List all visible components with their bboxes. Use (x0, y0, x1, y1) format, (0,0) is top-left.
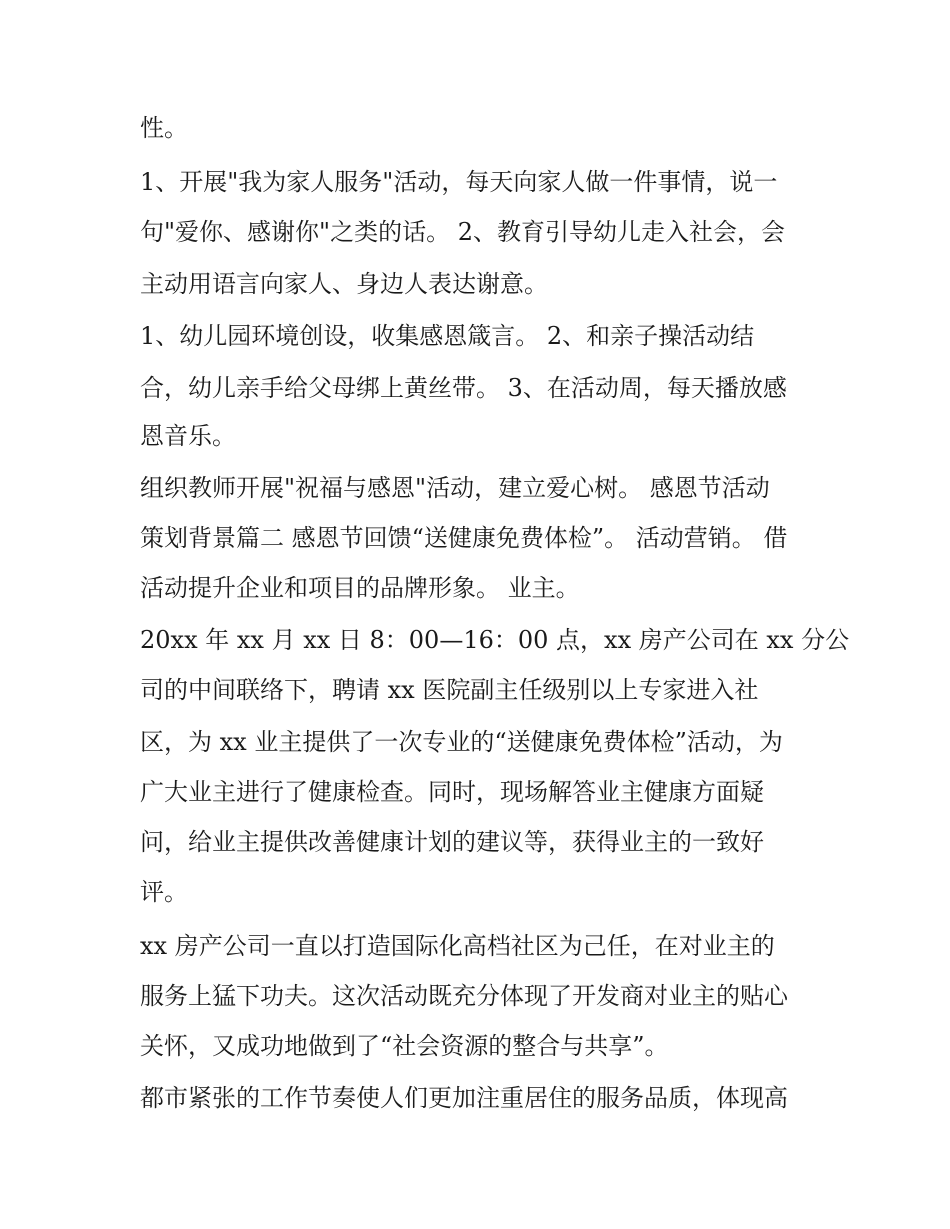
text-line: 性。 (140, 114, 188, 142)
text-line: 策划背景篇二 感恩节回馈“送健康免费体检”。 活动营销。 借 (140, 524, 788, 552)
text-line: 服务上猛下功夫。这次活动既充分体现了开发商对业主的贴心 (140, 982, 788, 1010)
text-line: 合，幼儿亲手给父母绑上黄丝带。 3、在活动周，每天播放感 (140, 374, 787, 402)
text-line: 评。 (140, 878, 188, 906)
text-line: 都市紧张的工作节奏使人们更加注重居住的服务品质，体现高 (140, 1084, 788, 1112)
text-line: 区，为 xx 业主提供了一次专业的“送健康免费体检”活动，为 (140, 728, 783, 756)
text-line: 司的中间联络下，聘请 xx 医院副主任级别以上专家进入社 (140, 676, 759, 704)
text-line: 恩音乐。 (140, 422, 236, 450)
text-line: 20xx 年 xx 月 xx 日 8：00—16：00 点，xx 房产公司在 xx 分公 (140, 626, 850, 654)
text-line: 广大业主进行了健康检查。同时，现场解答业主健康方面疑 (140, 778, 764, 806)
text-line: 活动提升企业和项目的品牌形象。 业主。 (140, 574, 580, 602)
text-line: 句"爱你、感谢你"之类的话。 2、教育引导幼儿走入社会，会 (140, 218, 785, 246)
text-line: 关怀，又成功地做到了“社会资源的整合与共享”。 (140, 1032, 669, 1060)
text-line: 1、幼儿园环境创设，收集感恩箴言。 2、和亲子操活动结 (140, 322, 755, 350)
text-line: xx 房产公司一直以打造国际化高档社区为己任，在对业主的 (140, 932, 775, 960)
text-line: 问，给业主提供改善健康计划的建议等，获得业主的一致好 (140, 828, 764, 856)
text-line: 1、开展"我为家人服务"活动，每天向家人做一件事情，说一 (140, 168, 778, 196)
text-line: 主动用语言向家人、身边人表达谢意。 (140, 270, 548, 298)
text-line: 组织教师开展"祝福与感恩"活动，建立爱心树。 感恩节活动 (140, 474, 770, 502)
